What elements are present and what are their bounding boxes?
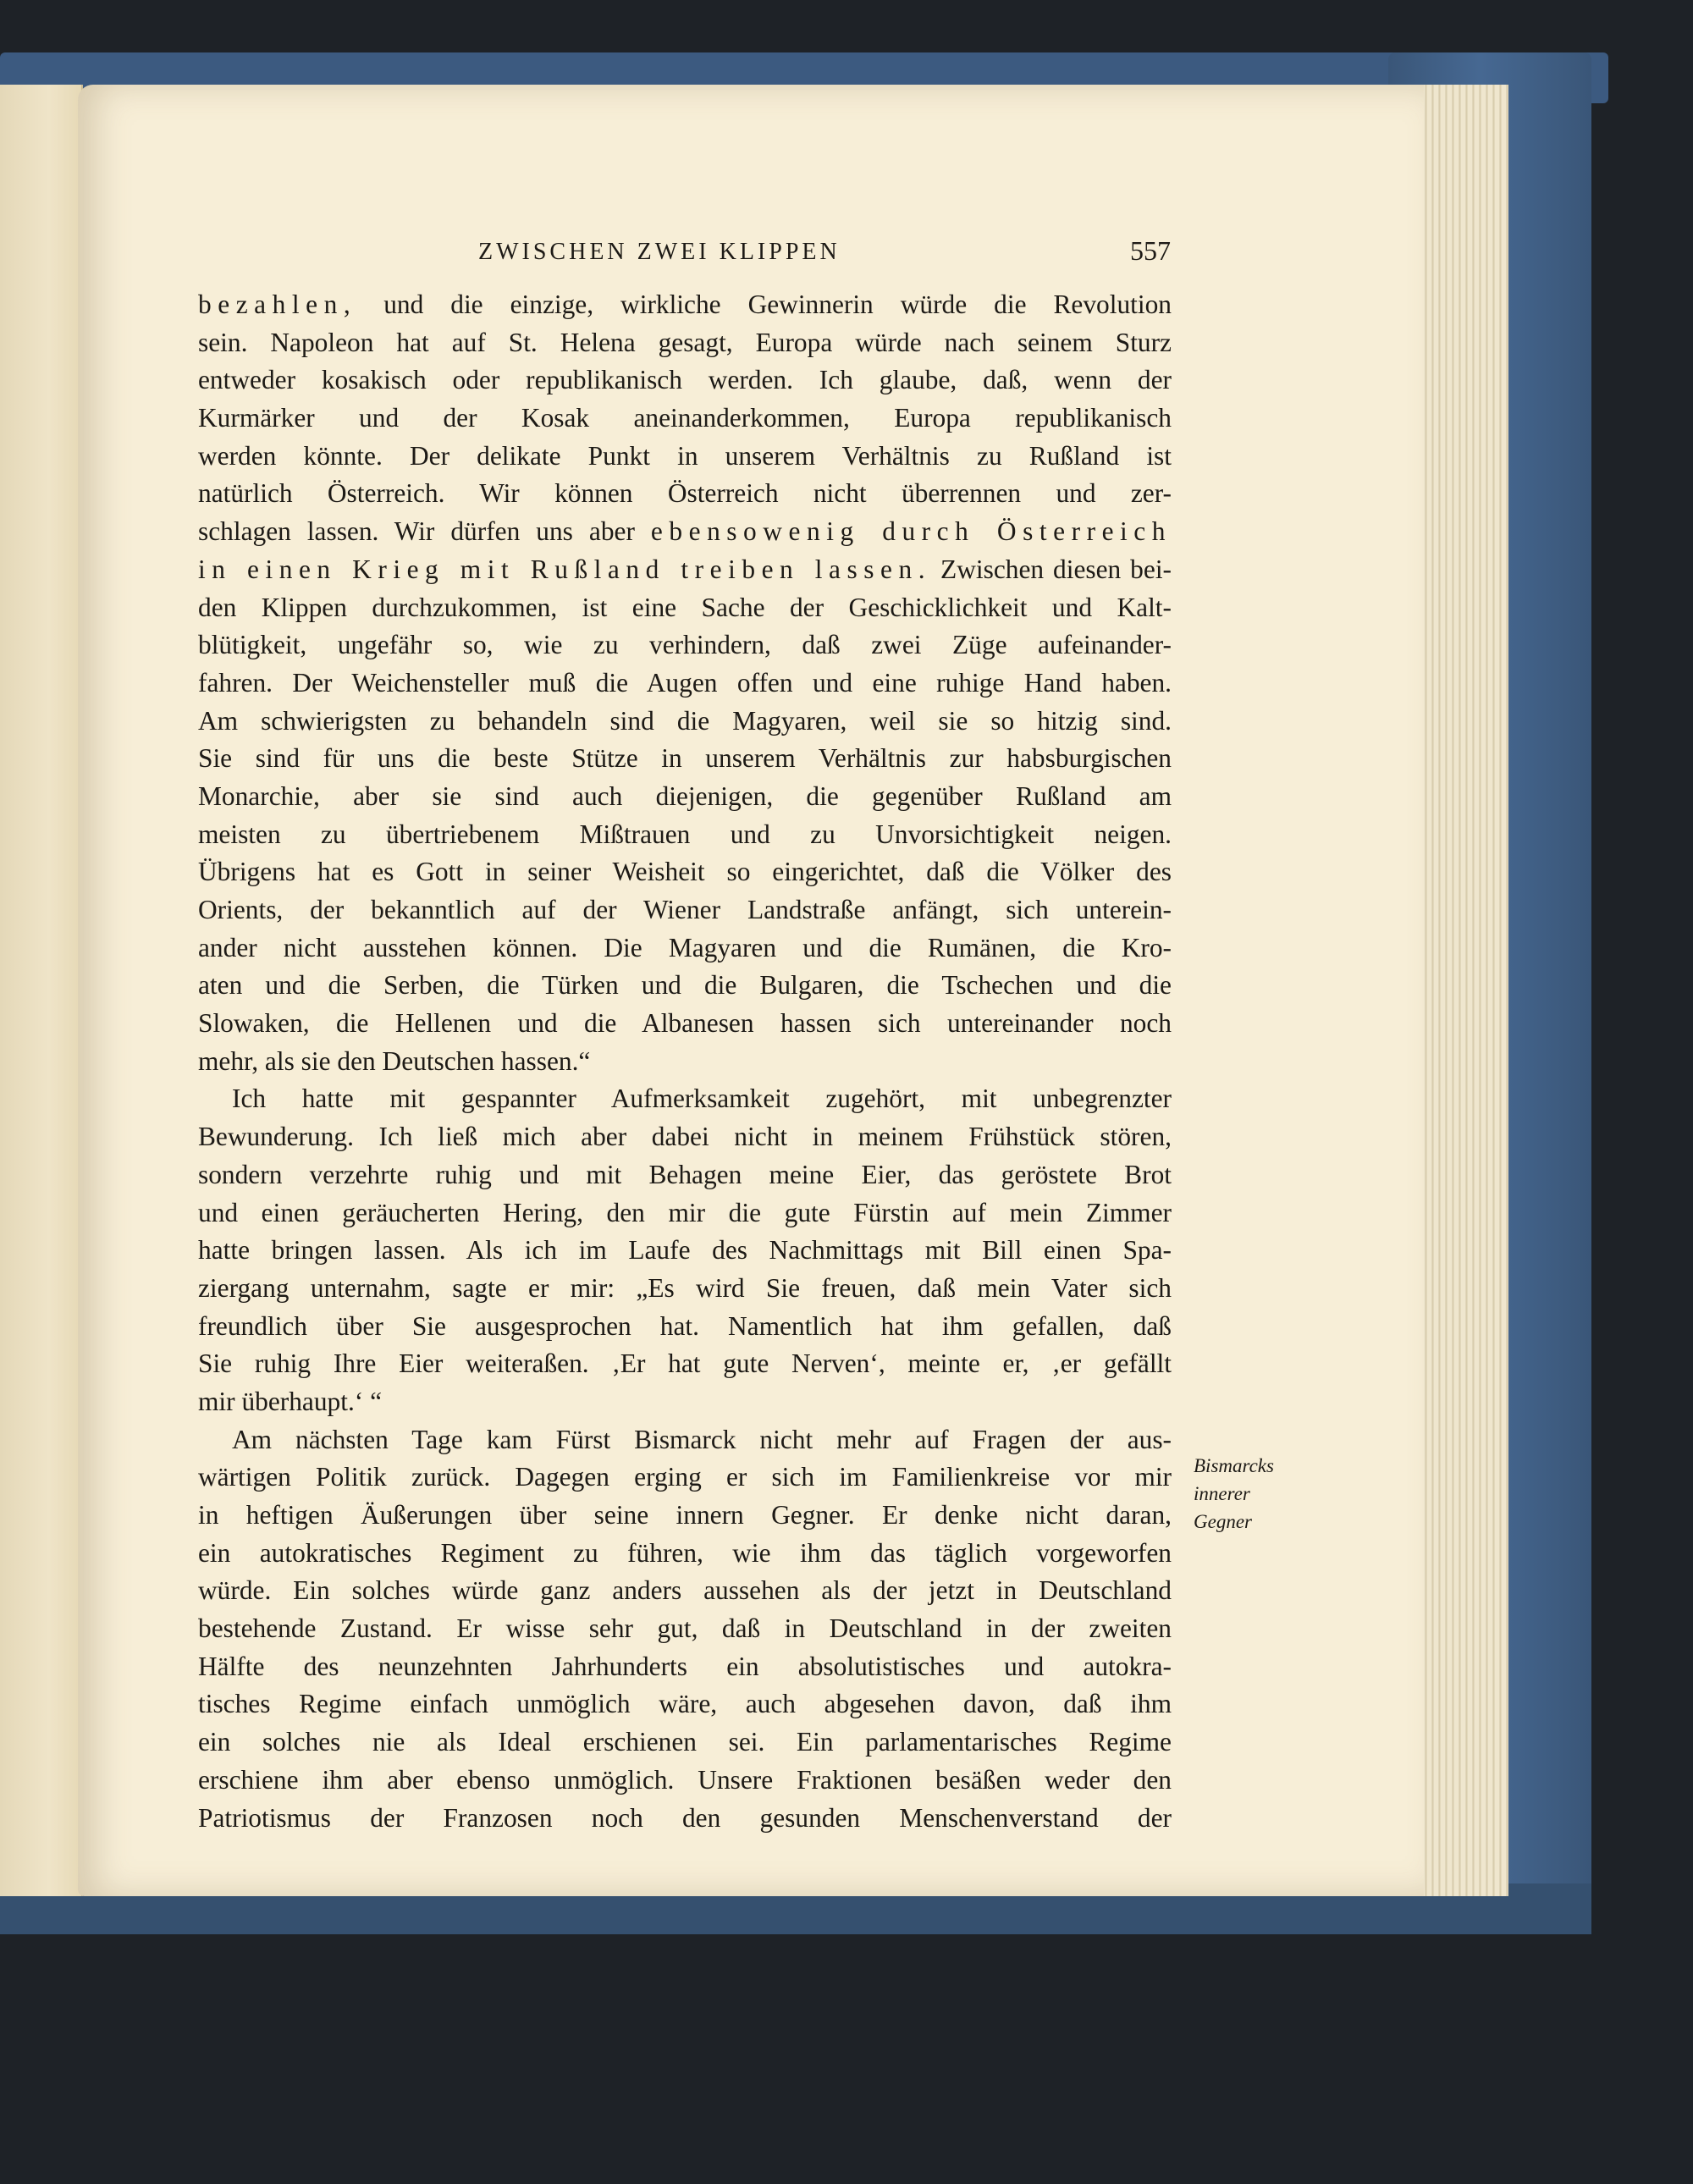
line-text: fahren. Der Weichensteller muß die Augen offen und eine ruhige Hand haben. bbox=[198, 667, 1172, 698]
text-line bbox=[198, 853, 1172, 891]
body-text bbox=[198, 286, 1172, 1837]
spaced-emphasis: ebensowenig durch Österreich bbox=[650, 516, 1172, 547]
text-line bbox=[198, 967, 1172, 1005]
text-line bbox=[198, 1194, 1172, 1233]
line-text: hatte bringen lassen. Als ich im Laufe des Nachmittags mit Bill einen Spa- bbox=[198, 1235, 1172, 1266]
text-line bbox=[198, 1308, 1172, 1346]
text-line bbox=[198, 816, 1172, 854]
text-line bbox=[198, 1572, 1172, 1610]
line-text: und einen geräucherten Hering, den mir die gute Fürstin auf mein Zimmer bbox=[198, 1197, 1172, 1227]
line-text: Slowaken, die Hellenen und die Albanesen hassen sich untereinander noch bbox=[198, 1008, 1172, 1039]
line-text: schlagen lassen. Wir dürfen uns aber bbox=[198, 516, 651, 547]
line-text: tisches Regime einfach unmöglich wäre, auch abgesehen davon, daß ihm bbox=[198, 1689, 1172, 1719]
spaced-emphasis: bezahlen, bbox=[198, 290, 357, 319]
line-text: Übrigens hat es Gott in seiner Weisheit so eingerichtet, daß die Völker des bbox=[198, 857, 1172, 887]
running-head: ZWISCHEN ZWEI KLIPPEN bbox=[478, 239, 841, 265]
line-text: natürlich Österreich. Wir können Österreich nicht überrennen und zer- bbox=[198, 478, 1172, 509]
line-text: in heftigen Äußerungen über seine innern Gegner. Er denke nicht daran, bbox=[198, 1500, 1172, 1530]
facing-page-edge bbox=[0, 85, 83, 1896]
text-line bbox=[198, 929, 1172, 968]
margin-note-line: innerer bbox=[1194, 1483, 1250, 1504]
text-line bbox=[198, 1723, 1172, 1762]
text-line bbox=[198, 665, 1172, 703]
line-text: ein autokratisches Regiment zu führen, wie ihm das täglich vorgeworfen bbox=[198, 1537, 1172, 1568]
text-line bbox=[198, 778, 1172, 816]
text-line bbox=[198, 1610, 1172, 1648]
line-text: wärtigen Politik zurück. Dagegen erging er sich im Familienkreise vor mir bbox=[198, 1462, 1172, 1492]
line-text: sein. Napoleon hat auf St. Helena gesagt, Europa würde nach seinem Sturz bbox=[198, 327, 1172, 357]
line-text: Bewunderung. Ich ließ mich aber dabei nicht in meinem Frühstück stören, bbox=[198, 1122, 1172, 1152]
text-line bbox=[198, 400, 1172, 438]
line-text: Sie ruhig Ihre Eier weiteraßen. ‚Er hat gute Nerven‘, meinte er, ‚er gefällt bbox=[198, 1348, 1172, 1379]
line-text: ziergang unternahm, sagte er mir: „Es wird Sie freuen, daß mein Vater sich bbox=[198, 1272, 1172, 1303]
line-text: freundlich über Sie ausgesprochen hat. Namentlich hat ihm gefallen, daß bbox=[198, 1310, 1172, 1341]
line-text: Ich hatte mit gespannter Aufmerksamkeit zugehört, mit unbegrenzter bbox=[232, 1084, 1172, 1114]
line-text: werden könnte. Der delikate Punkt in unserem Verhältnis zu Rußland ist bbox=[198, 440, 1172, 471]
text-line bbox=[198, 1685, 1172, 1723]
text-line bbox=[198, 1156, 1172, 1194]
text-line bbox=[198, 1648, 1172, 1686]
text-line bbox=[198, 1762, 1172, 1800]
line-text: Monarchie, aber sie sind auch diejenigen, die gegenüber Rußland am bbox=[198, 780, 1172, 811]
margin-note bbox=[1194, 1452, 1274, 1536]
text-line bbox=[198, 361, 1172, 400]
line-text: und die einzige, wirkliche Gewinnerin würde die Revolution bbox=[356, 290, 1172, 319]
text-line bbox=[198, 1421, 1172, 1459]
line-text: Kurmärker und der Kosak aneinanderkommen, Europa republikanisch bbox=[198, 403, 1172, 433]
line-text: Orients, der bekanntlich auf der Wiener Landstraße anfängt, sich unterein- bbox=[198, 895, 1172, 924]
text-line bbox=[198, 589, 1172, 627]
text-line bbox=[198, 475, 1172, 513]
text-line bbox=[198, 438, 1172, 476]
line-text: ander nicht ausstehen können. Die Magyaren und die Rumänen, die Kro- bbox=[198, 932, 1172, 962]
line-text: den Klippen durchzukommen, ist eine Sache der Geschicklichkeit und Kalt- bbox=[198, 592, 1172, 622]
text-line bbox=[198, 626, 1172, 665]
margin-note-line: Gegner bbox=[1194, 1511, 1252, 1532]
text-line bbox=[198, 1005, 1172, 1043]
text-line bbox=[198, 1459, 1172, 1497]
line-text: bestehende Zustand. Er wisse sehr gut, daß in Deutschland in der zweiten bbox=[198, 1613, 1172, 1644]
text-line bbox=[198, 324, 1172, 362]
line-text: aten und die Serben, die Türken und die Bulgaren, die Tschechen und die bbox=[198, 970, 1172, 1001]
spaced-emphasis: in einen Krieg mit Rußland treiben lassen. bbox=[198, 554, 932, 584]
text-line bbox=[198, 286, 1172, 324]
margin-note-line: Bismarcks bbox=[1194, 1455, 1274, 1476]
page-number: 557 bbox=[1130, 235, 1171, 266]
line-text: Am schwierigsten zu behandeln sind die Magyaren, weil sie so hitzig sind. bbox=[198, 705, 1172, 736]
line-text: blütigkeit, ungefähr so, wie zu verhindern, daß zwei Züge aufeinander- bbox=[198, 630, 1172, 660]
line-text: erschiene ihm aber ebenso unmöglich. Unsere Fraktionen besäßen weder den bbox=[198, 1764, 1172, 1795]
text-line bbox=[198, 1800, 1172, 1838]
text-line bbox=[198, 1232, 1172, 1270]
line-text: mir überhaupt.‘ “ bbox=[198, 1386, 383, 1416]
text-line bbox=[198, 1043, 1172, 1081]
text-line bbox=[198, 1270, 1172, 1308]
text-line bbox=[198, 891, 1172, 929]
text-line bbox=[198, 703, 1172, 741]
line-text: Hälfte des neunzehnten Jahrhunderts ein absolutistisches und autokra- bbox=[198, 1651, 1172, 1681]
text-line bbox=[198, 1535, 1172, 1573]
line-text: würde. Ein solches würde ganz anders aussehen als der jetzt in Deutschland bbox=[198, 1575, 1172, 1606]
text-line bbox=[198, 551, 1172, 589]
line-text: ein solches nie als Ideal erschienen sei. Ein parlamentarisches Regime bbox=[198, 1727, 1172, 1757]
line-text: Zwischen diesen bei- bbox=[931, 554, 1172, 584]
line-text: meisten zu übertriebenem Mißtrauen und zu Unvorsichtigkeit neigen. bbox=[198, 819, 1172, 849]
line-text: Patriotismus der Franzosen noch den gesunden Menschenverstand der bbox=[198, 1802, 1172, 1833]
text-line bbox=[198, 1497, 1172, 1535]
line-text: sondern verzehrte ruhig und mit Behagen meine Eier, das geröstete Brot bbox=[198, 1159, 1172, 1189]
text-line bbox=[198, 513, 1172, 551]
text-line bbox=[198, 1345, 1172, 1383]
text-line bbox=[198, 1118, 1172, 1156]
line-text: entweder kosakisch oder republikanisch werden. Ich glaube, daß, wenn der bbox=[198, 365, 1172, 395]
line-text: Am nächsten Tage kam Fürst Bismarck nicht mehr auf Fragen der aus- bbox=[232, 1424, 1172, 1454]
text-line bbox=[198, 1080, 1172, 1118]
text-line bbox=[198, 740, 1172, 778]
line-text: mehr, als sie den Deutschen hassen.“ bbox=[198, 1045, 591, 1076]
line-text: Sie sind für uns die beste Stütze in unserem Verhältnis zur habsburgischen bbox=[198, 743, 1172, 774]
text-line bbox=[198, 1383, 1172, 1421]
